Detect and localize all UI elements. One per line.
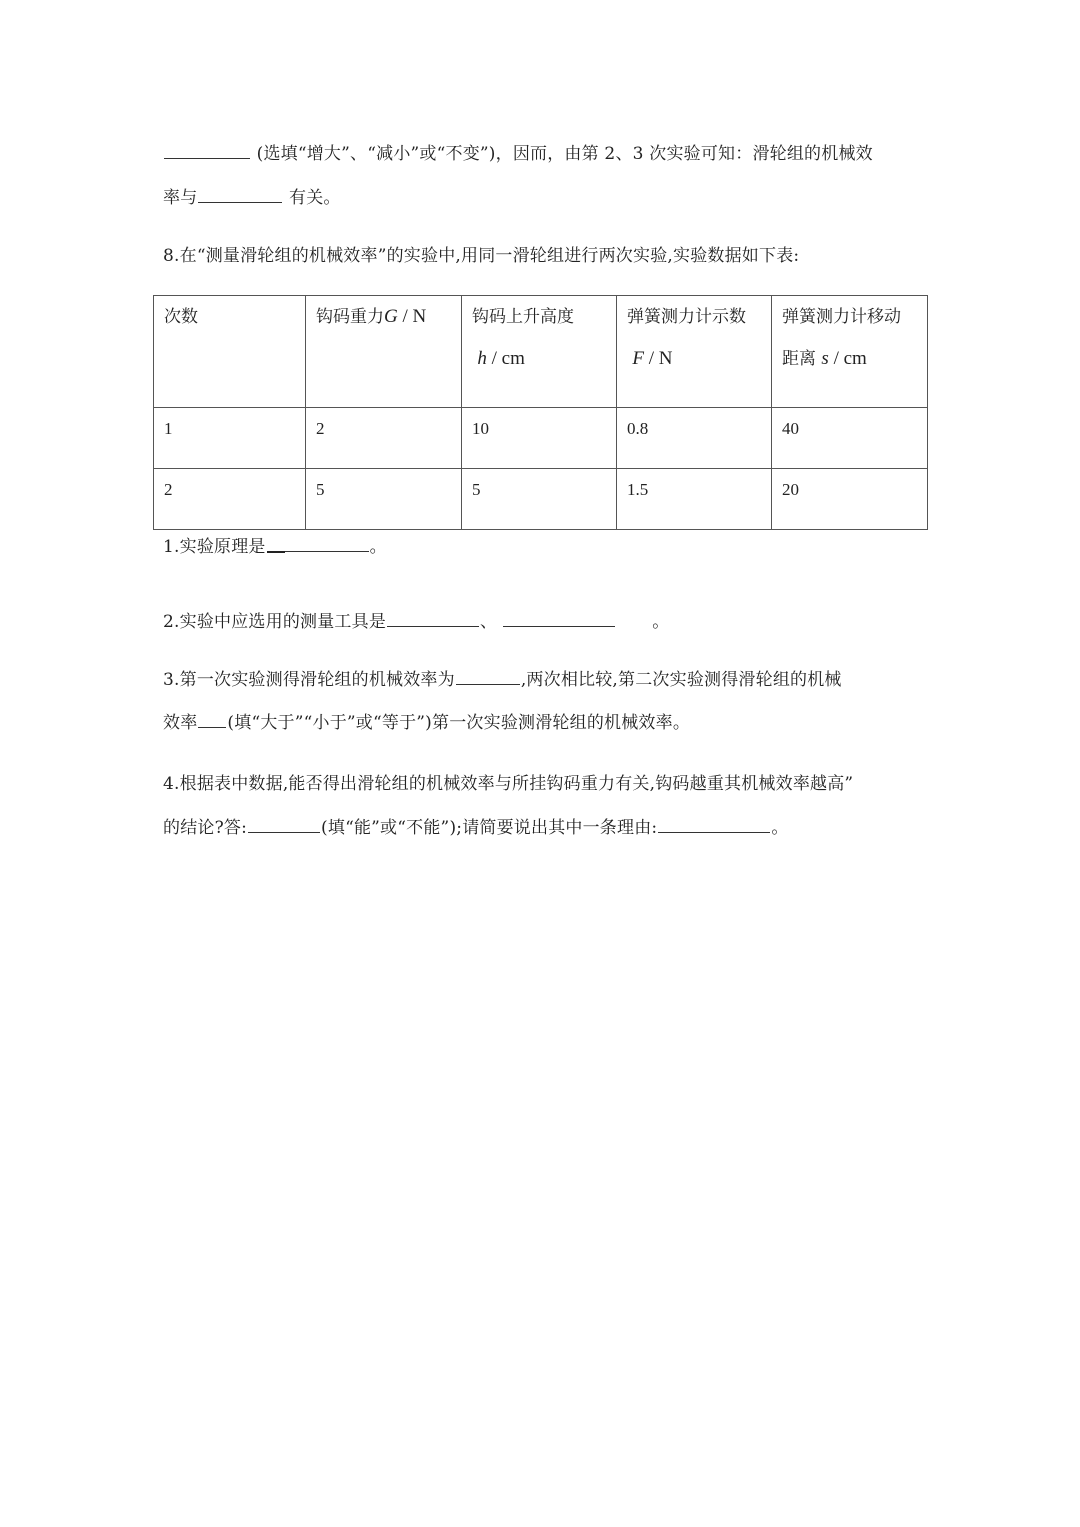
table-row	[154, 469, 928, 530]
question-8-intro: 8.在“测量滑轮组的机械效率”的实验中,用同一滑轮组进行两次实验,实验数据如下表:	[163, 246, 800, 266]
sub-question-4-middle: (填“能”或“不能”);请简要说出其中一条理由:	[321, 818, 658, 838]
sub-question-4-line-1: 4.根据表中数据,能否得出滑轮组的机械效率与所挂钩码重力有关,钩码越重其机械效率越高”	[163, 774, 854, 794]
table-header-row	[154, 296, 928, 408]
table-row	[154, 408, 928, 469]
sub-question-3-text: 3.第一次实验测得滑轮组的机械效率为	[163, 670, 455, 690]
table-cell: 0.8	[617, 408, 772, 469]
header-cell-height: 钩码上升高度 h / cm	[462, 296, 617, 408]
table-cell: 1.5	[617, 469, 772, 530]
prev-question-prefix: 率与	[163, 188, 198, 208]
experiment-data-table	[153, 295, 928, 530]
answer-blank[interactable]	[164, 142, 250, 159]
table-cell: 10	[462, 408, 617, 469]
sub-question-4-suffix: 。	[771, 818, 789, 838]
answer-blank[interactable]	[503, 610, 615, 627]
prev-question-suffix: 有关。	[289, 188, 341, 208]
answer-blank[interactable]	[267, 535, 369, 552]
answer-blank[interactable]	[248, 816, 320, 833]
header-cell-count: 次数	[154, 296, 306, 408]
answer-blank[interactable]	[387, 610, 479, 627]
answer-blank[interactable]	[456, 668, 520, 685]
sub-question-4-prefix: 的结论?答:	[163, 818, 248, 838]
separator: 、	[480, 612, 498, 632]
sub-question-2	[163, 610, 669, 633]
table-cell: 40	[772, 408, 928, 469]
sub-question-3-prefix: 效率	[163, 713, 198, 733]
sub-question-3-text-cont: ,两次相比较,第二次实验测得滑轮组的机械	[520, 670, 842, 690]
sub-question-1	[163, 535, 387, 558]
table-cell: 2	[306, 408, 462, 469]
answer-blank[interactable]	[198, 711, 226, 728]
prev-question-line-2	[163, 186, 341, 209]
prev-question-line-1	[163, 142, 873, 165]
header-cell-force: 弹簧测力计示数 F / N	[617, 296, 772, 408]
sub-question-1-suffix: 。	[369, 537, 387, 557]
sub-question-3-line-2	[163, 711, 690, 734]
table-cell: 5	[306, 469, 462, 530]
sub-question-2-text: 2.实验中应选用的测量工具是	[163, 612, 387, 632]
sub-question-4-line-2	[163, 816, 789, 839]
header-cell-distance: 弹簧测力计移动 距离 s / cm	[772, 296, 928, 408]
table-cell: 1	[154, 408, 306, 469]
table-cell: 20	[772, 469, 928, 530]
answer-blank[interactable]	[658, 816, 770, 833]
table-cell: 5	[462, 469, 617, 530]
sub-question-1-text: 1.实验原理是	[163, 537, 266, 557]
table-cell: 2	[154, 469, 306, 530]
answer-blank[interactable]	[198, 186, 282, 203]
sub-question-3-line-1	[163, 668, 842, 691]
sub-question-2-suffix: 。	[652, 612, 670, 632]
sub-question-3-suffix: (填“大于”“小于”或“等于”)第一次实验测滑轮组的机械效率。	[227, 713, 691, 733]
header-cell-weight: 钩码重力G / N	[306, 296, 462, 408]
prev-question-text: (选填“增大”、“减小”或“不变”)，因而，由第 2、3 次实验可知：滑轮组的机械效	[256, 144, 873, 164]
